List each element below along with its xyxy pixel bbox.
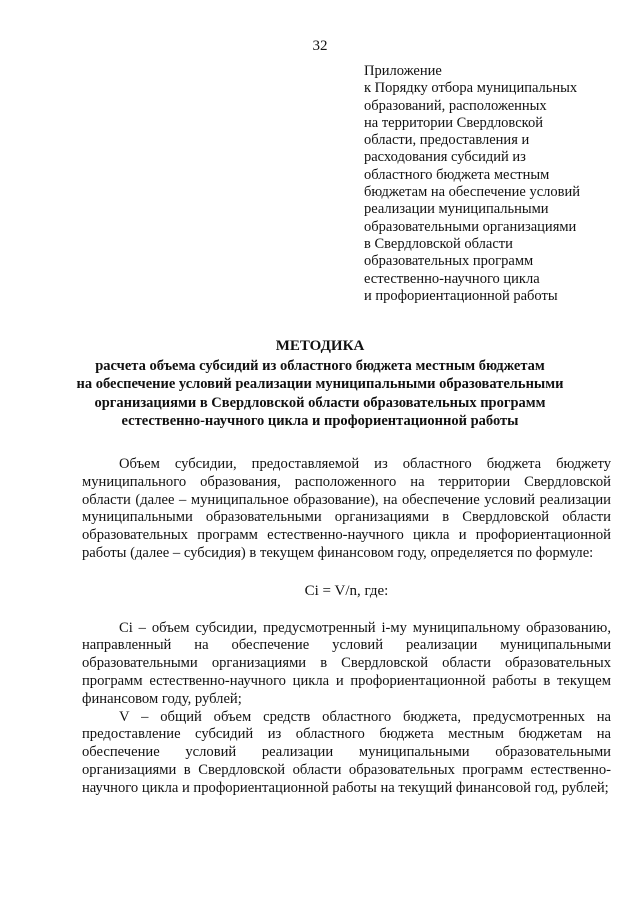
appendix-line: образовательными организациями	[364, 218, 577, 235]
page-number: 32	[312, 38, 328, 54]
document-title	[0, 337, 640, 431]
appendix-line: к Порядку отбора муниципальных	[364, 80, 578, 97]
appendix-line: области, предоставления и	[364, 132, 530, 149]
title-main: МЕТОДИКА	[275, 338, 365, 354]
formula: Ci = V/n, где:	[304, 582, 389, 599]
appendix-line: бюджетам на обеспечение условий	[364, 184, 581, 201]
appendix-line: реализации муниципальными	[364, 201, 549, 218]
appendix-line: образовательных программ	[364, 253, 534, 270]
title-subtitle-line: расчета объема субсидий из областного бюджета местным бюджетам	[95, 358, 545, 374]
appendix-block	[364, 63, 624, 305]
appendix-line: и профориентационной работы	[364, 287, 558, 304]
appendix-line: Приложение	[364, 63, 442, 79]
appendix-line: образований, расположенных	[364, 97, 547, 114]
appendix-line: естественно-научного цикла	[364, 270, 540, 287]
title-subtitle-line: на обеспечение условий реализации муниципальными образовательными	[76, 376, 564, 393]
definition-v: V – общий объем средств областного бюджета, предусмотренных на предоставление субсидий из областного бюджета местным бюджетам на обеспечение условий реализации муниципальными образовательными организациями в Свердловской области образовательных программ естественно-научного цикла и профориентационной работы на текущий финансовой год, рублей;	[82, 708, 611, 796]
appendix-line: областного бюджета местным	[364, 166, 550, 183]
appendix-line: на территории Свердловской	[364, 114, 543, 131]
appendix-line: расходования субсидий из	[364, 149, 526, 166]
document-body	[82, 456, 611, 798]
definition-ci: Ci – объем субсидии, предусмотренный i-му муниципальному образованию, направленный на обеспечение условий реализации муниципальными образовательными организациями в Свердловской области образовательных программ естественно-научного цикла и профориентационной работы в текущем финансовом году, рублей;	[82, 619, 611, 707]
appendix-line: в Свердловской области	[364, 235, 513, 252]
title-subtitle-line: организациями в Свердловской области образовательных программ	[94, 394, 546, 411]
intro-paragraph: Объем субсидии, предоставляемой из областного бюджета бюджету муниципального образования, расположенного на территории Свердловской области (далее – муниципальное образование), на обеспечение условий реализации муниципальными образовательными организациями в Свердловской области образовательных программ естественно-научного цикла и профориентационной работы (далее – субсидия) в текущем финансовом году, определяется по формуле:	[82, 456, 611, 561]
title-subtitle-line: естественно-научного цикла и профориентационной работы	[121, 413, 519, 430]
